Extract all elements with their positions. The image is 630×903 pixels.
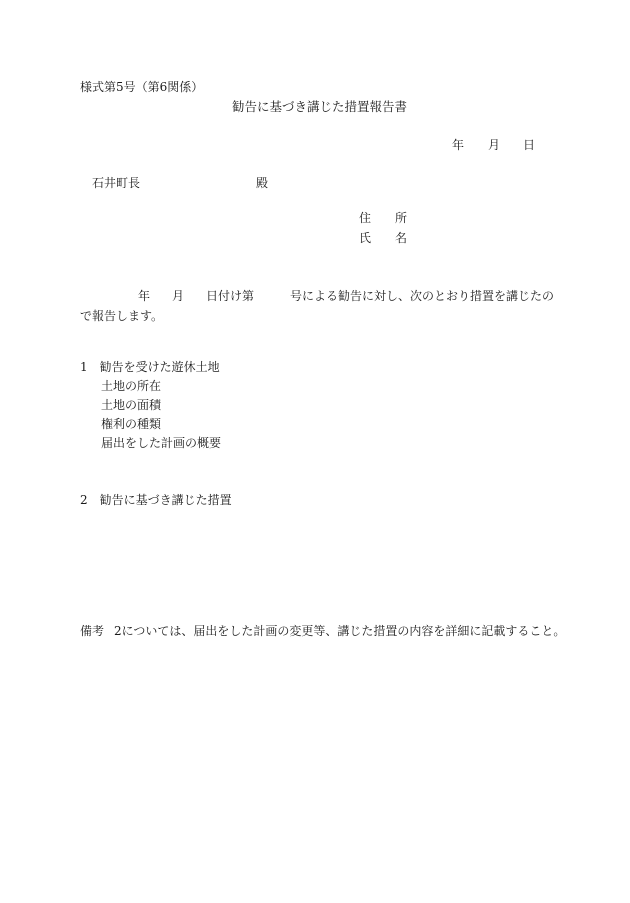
section-2-heading: 2 勧告に基づき講じた措置 xyxy=(80,493,232,507)
report-body-line-2: で報告します。 xyxy=(80,309,164,323)
form-number: 様式第5号（第6関係） xyxy=(80,80,204,94)
body-month-label: 月 xyxy=(172,289,185,303)
date-year-label: 年 xyxy=(452,138,465,152)
document-title: 勧告に基づき講じた措置報告書 xyxy=(232,99,408,114)
addressee-name: 石井町長 xyxy=(92,176,141,190)
remarks-label: 備考 xyxy=(80,624,105,638)
reporter-name-label: 氏 名 xyxy=(359,231,408,245)
remarks-text: 2については、届出をした計画の変更等、講じた措置の内容を詳細に記載すること。 xyxy=(114,624,566,638)
body-text-after-number: 号による勧告に対し、次のとおり措置を講じたの xyxy=(290,289,555,303)
date-month-label: 月 xyxy=(488,138,501,152)
report-body xyxy=(80,286,560,326)
section-1-item-plan-summary: 届出をした計画の概要 xyxy=(101,436,222,450)
body-dated-label: 日付け第 xyxy=(206,289,255,303)
addressee-honorific: 殿 xyxy=(256,176,269,190)
body-year-label: 年 xyxy=(138,289,151,303)
report-body-line-1 xyxy=(80,286,560,306)
date-day-label: 日 xyxy=(523,138,536,152)
section-1-heading: 1 勧告を受けた遊休土地 xyxy=(80,360,220,374)
section-1-item-right-type: 権利の種類 xyxy=(101,417,162,431)
reporter-address-label: 住 所 xyxy=(359,211,408,225)
section-1-item-area: 土地の面積 xyxy=(101,398,162,412)
section-1-item-location: 土地の所在 xyxy=(101,379,162,393)
